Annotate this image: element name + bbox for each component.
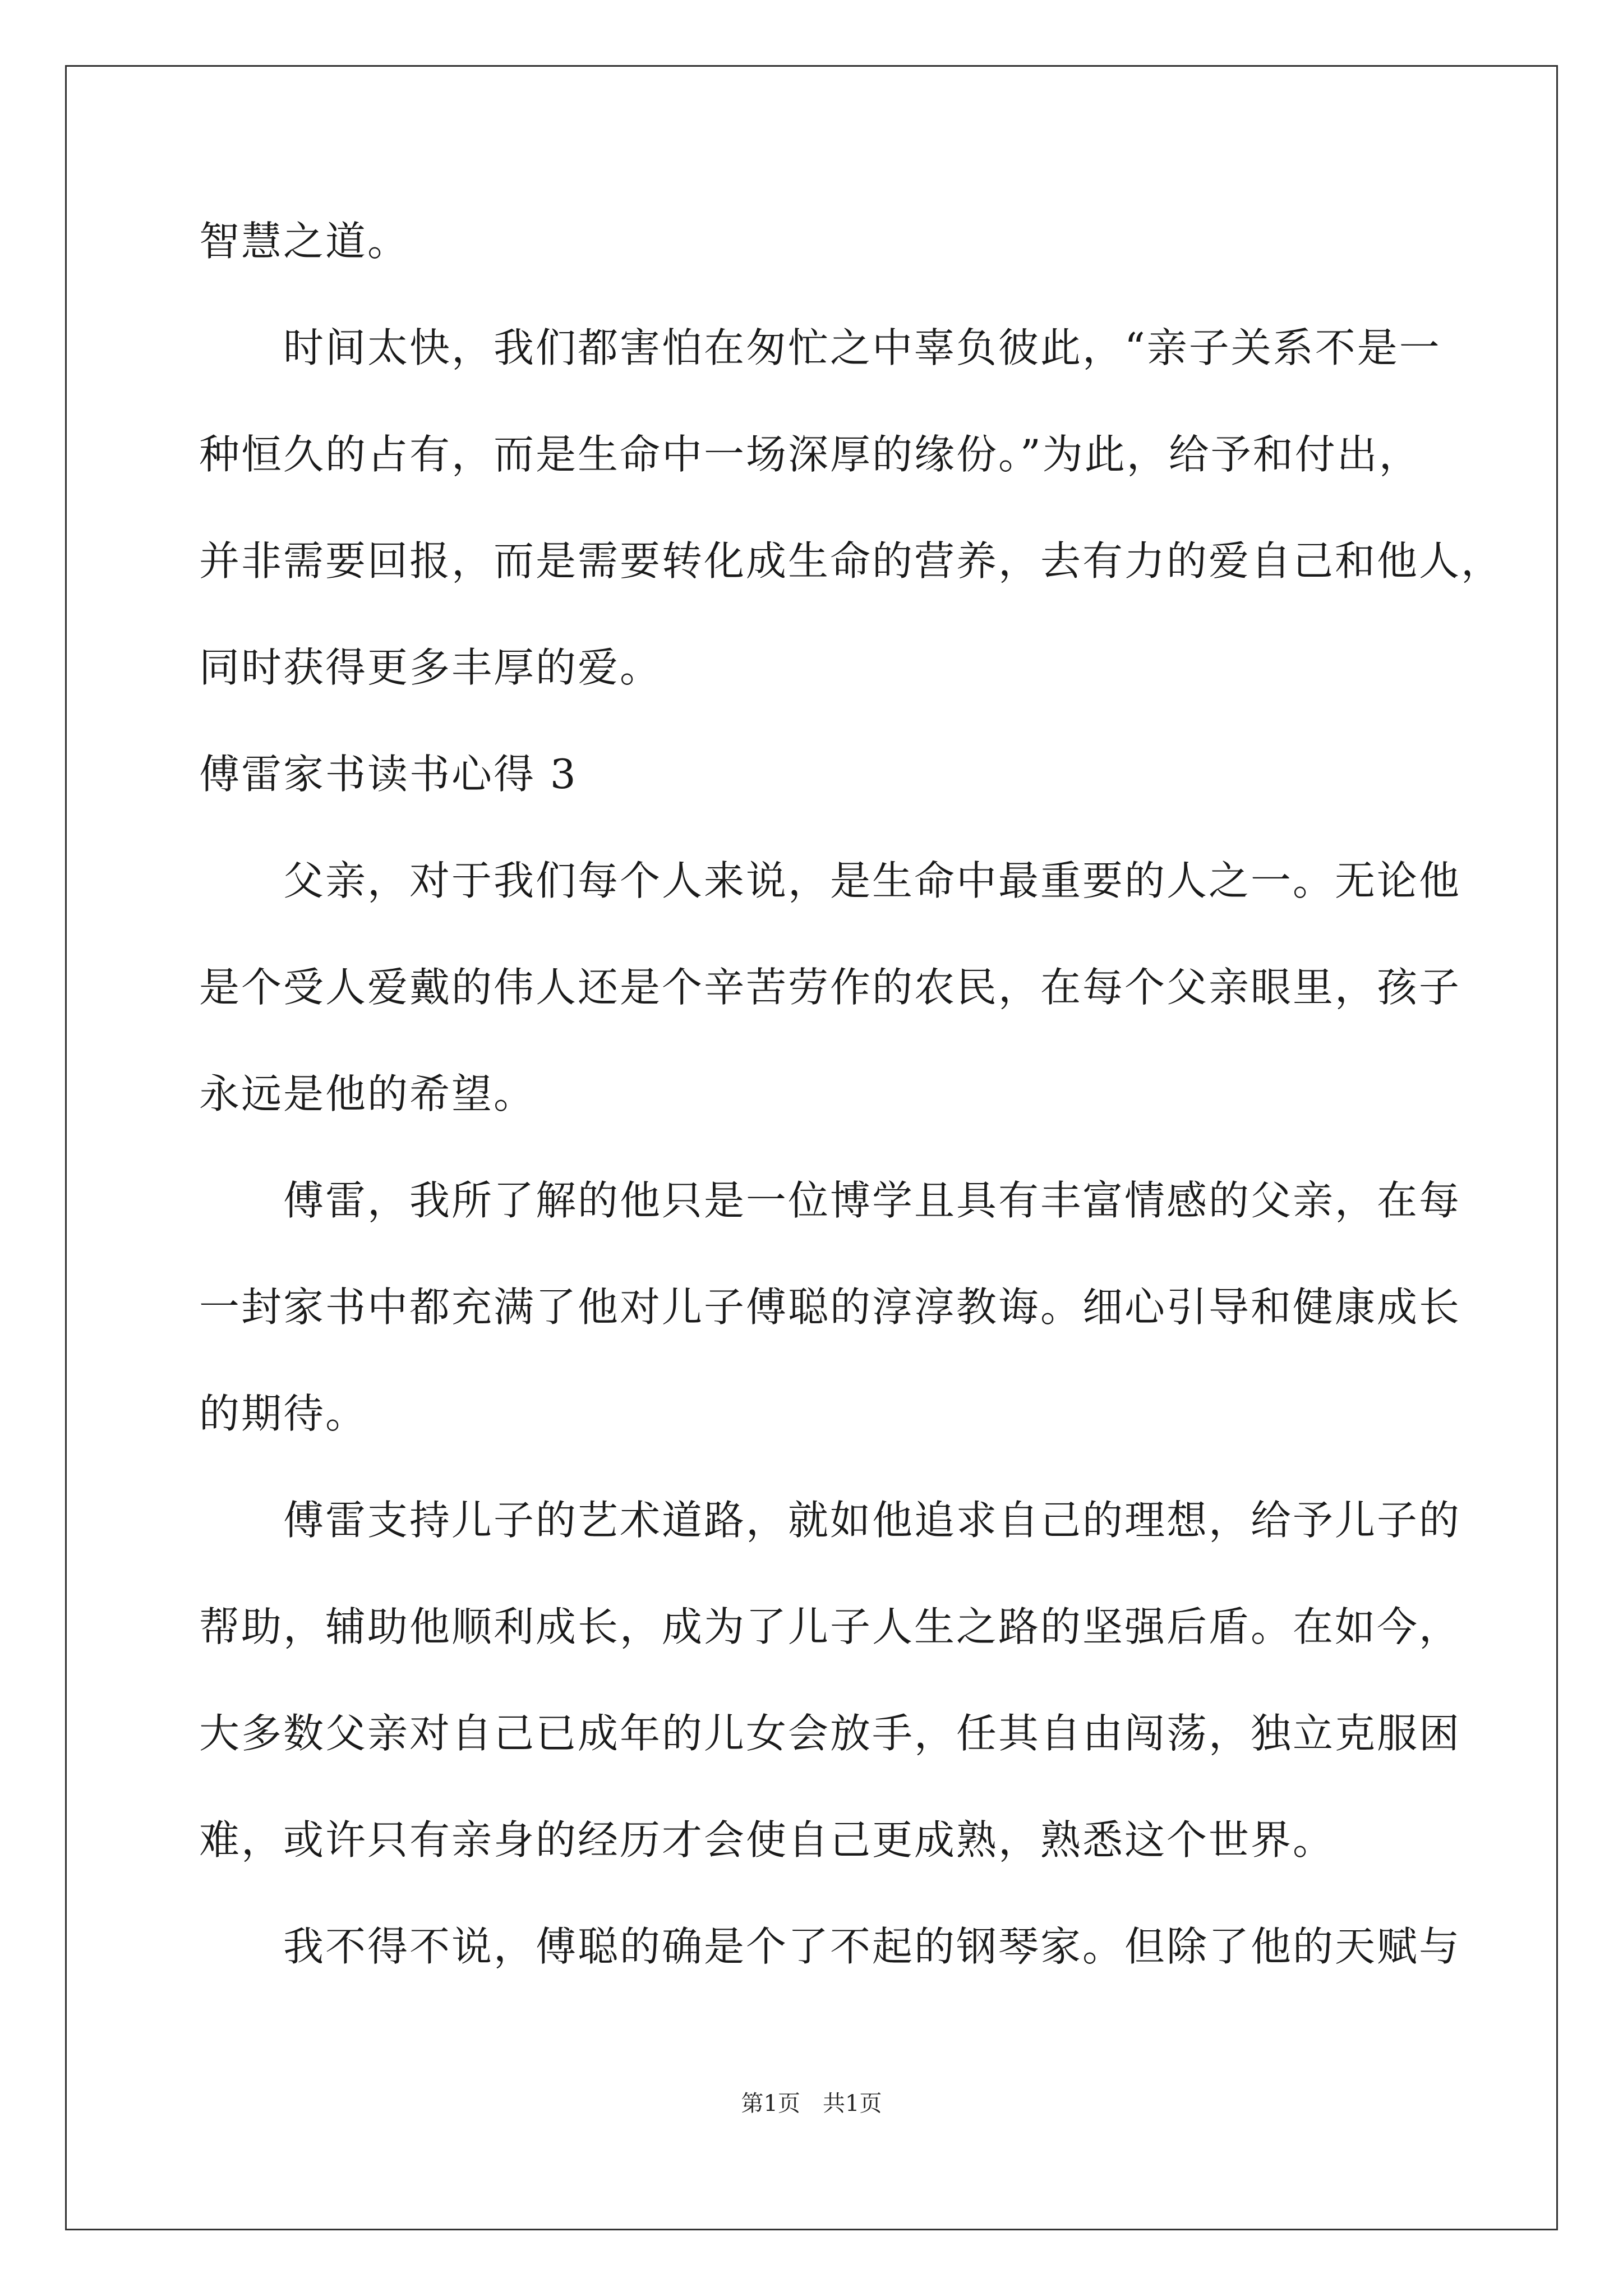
text-line: 傅雷支持儿子的艺术道路，就如他追求自己的理想，给予儿子的 — [199, 1497, 1461, 1544]
section-heading: 傅雷家书读书心得 3 — [199, 751, 578, 798]
text-line: 是个受人爱戴的伟人还是个辛苦劳作的农民，在每个父亲眼里，孩子 — [199, 964, 1461, 1011]
text-line: 并非需要回报，而是需要转化成生命的营养，去有力的爱自己和他人， — [199, 537, 1504, 585]
text-line: 永远是他的希望。 — [199, 1070, 536, 1117]
page-footer: 第1页 共1页 — [741, 2091, 882, 2116]
text-line: 我不得不说，傅聪的确是个了不起的钢琴家。但除了他的天赋与 — [199, 1923, 1461, 1970]
text-line: 种恒久的占有，而是生命中一场深厚的缘份。”为此，给予和付出， — [199, 431, 1421, 478]
text-line: 大多数父亲对自己已成年的儿女会放手，任其自由闯荡，独立克服困 — [199, 1710, 1461, 1757]
text-line: 智慧之道。 — [199, 218, 410, 265]
page-border — [65, 65, 1558, 2230]
text-line: 一封家书中都充满了他对儿子傅聪的淳淳教诲。细心引导和健康成长 — [199, 1283, 1461, 1331]
text-line: 时间太快，我们都害怕在匆忙之中辜负彼此，“亲子关系不是一 — [199, 324, 1441, 371]
text-line: 的期待。 — [199, 1390, 368, 1437]
text-line: 傅雷，我所了解的他只是一位博学且具有丰富情感的父亲，在每 — [199, 1177, 1461, 1224]
text-line: 父亲，对于我们每个人来说，是生命中最重要的人之一。无论他 — [199, 857, 1461, 904]
text-line: 难，或许只有亲身的经历才会使自己更成熟，熟悉这个世界。 — [199, 1816, 1335, 1864]
text-line: 帮助，辅助他顺利成长，成为了儿子人生之路的坚强后盾。在如今， — [199, 1603, 1461, 1650]
text-line: 同时获得更多丰厚的爱。 — [199, 644, 662, 691]
